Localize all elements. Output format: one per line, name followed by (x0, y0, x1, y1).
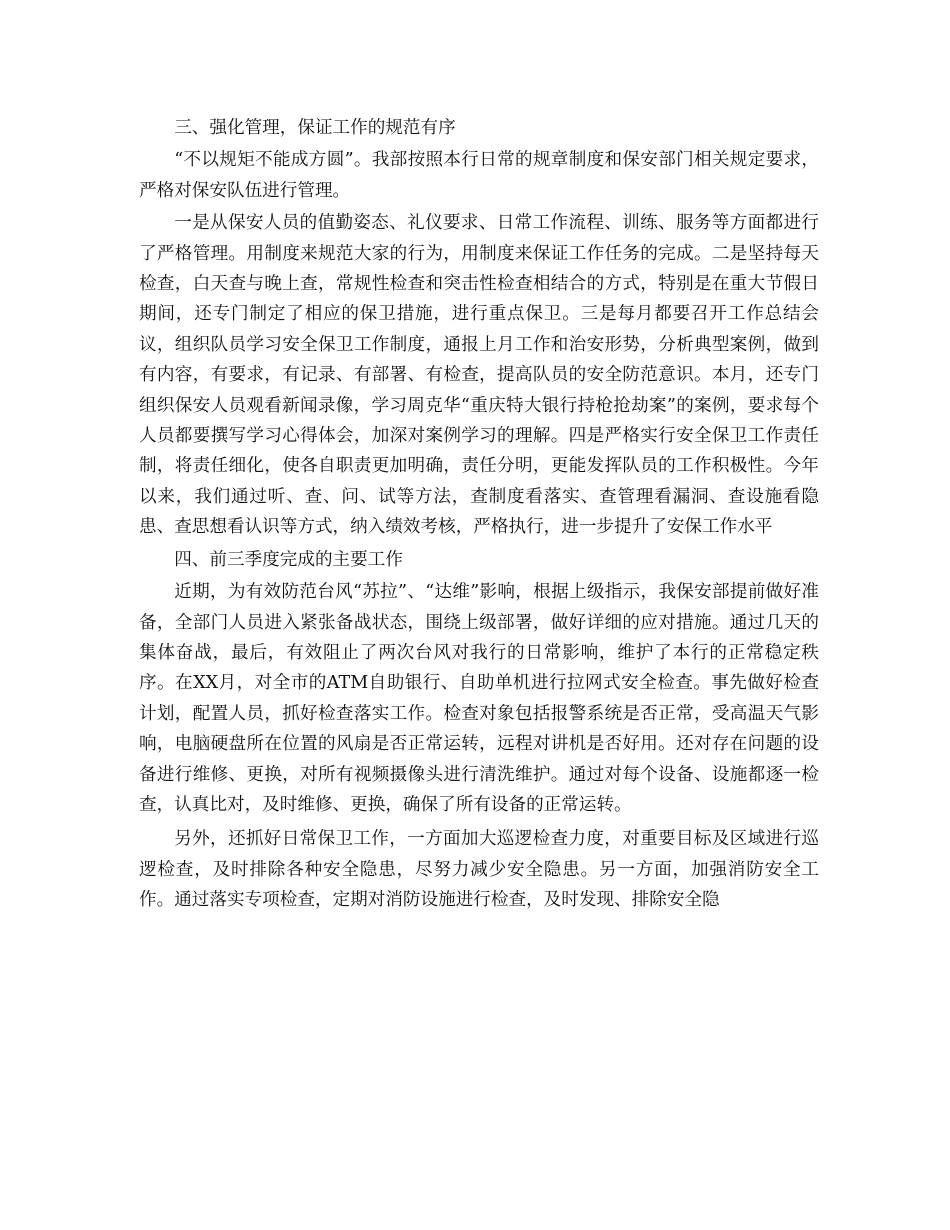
paragraph-motto: “不以规矩不能成方圆”。我部按照本行日常的规章制度和保安部门相关规定要求，严格对保安队伍进行管理。 (139, 150, 819, 201)
paragraph-daily-security: 另外，还抓好日常保卫工作，一方面加大巡逻检查力度，对重要目标及区域进行巡逻检查，及时排除各种安全隐患，尽努力减少安全隐患。另一方面，加强消防安全工作。通过落实专项检查，定期对消防设施进行检查，及时发现、排除安全隐 (139, 829, 819, 911)
document-page (139, 113, 819, 916)
paragraph-management-details: 一是从保安人员的值勤姿态、礼仪要求、日常工作流程、训练、服务等方面都进行了严格管理。用制度来规范大家的行为，用制度来保证工作任务的完成。二是坚持每天检查，白天查与晚上查，常规性检查和突击性检查相结合的方式，特别是在重大节假日期间，还专门制定了相应的保卫措施，进行重点保卫。三是每月都要召开工作总结会议，组织队员学习安全保卫工作制度，通报上月工作和治安形势，分析典型案例，做到有内容，有要求，有记录、有部署、有检查，提高队员的安全防范意识。本月，还专门组织保安人员观看新闻录像，学习周克华“重庆特大银行持枪抢劫案”的案例，要求每个人员都要撰写学习心得体会，加深对案例学习的理解。四是严格实行安全保卫工作责任制，将责任细化，使各自职责更加明确，责任分明，更能发挥队员的工作积极性。今年以来，我们通过听、查、问、试等方法，查制度看落实、查管理看漏洞、查设施看隐患、查思想看认识等方式，纳入绩效考核，严格执行，进一步提升了安保工作水平 (139, 213, 819, 538)
section-heading-3: 三、强化管理，保证工作的规范有序 (174, 118, 456, 138)
section-heading-4: 四、前三季度完成的主要工作 (174, 549, 403, 570)
paragraph-typhoon-inspection: 近期，为有效防范台风“苏拉”、“达维”影响，根据上级指示，我保安部提前做好准备，全部门人员进入紧张备战状态，围绕上级部署，做好详细的应对措施。通过几天的集体奋战，最后，有效阻止了两次台风对我行的日常影响，维护了本行的正常稳定秩序。在XX月，对全市的ATM自助银行、自助单机进行拉网式安全检查。事先做好检查计划，配置人员，抓好检查落实工作。检查对象包括报警系统是否正常，受高温天气影响，电脑硬盘所在位置的风扇是否正常运转，远程对讲机是否好用。还对存在问题的设备进行维修、更换，对所有视频摄像头进行清洗维护。通过对每个设备、设施都逐一检查，认真比对，及时维修、更换，确保了所有设备的正常运转。 (139, 582, 819, 815)
